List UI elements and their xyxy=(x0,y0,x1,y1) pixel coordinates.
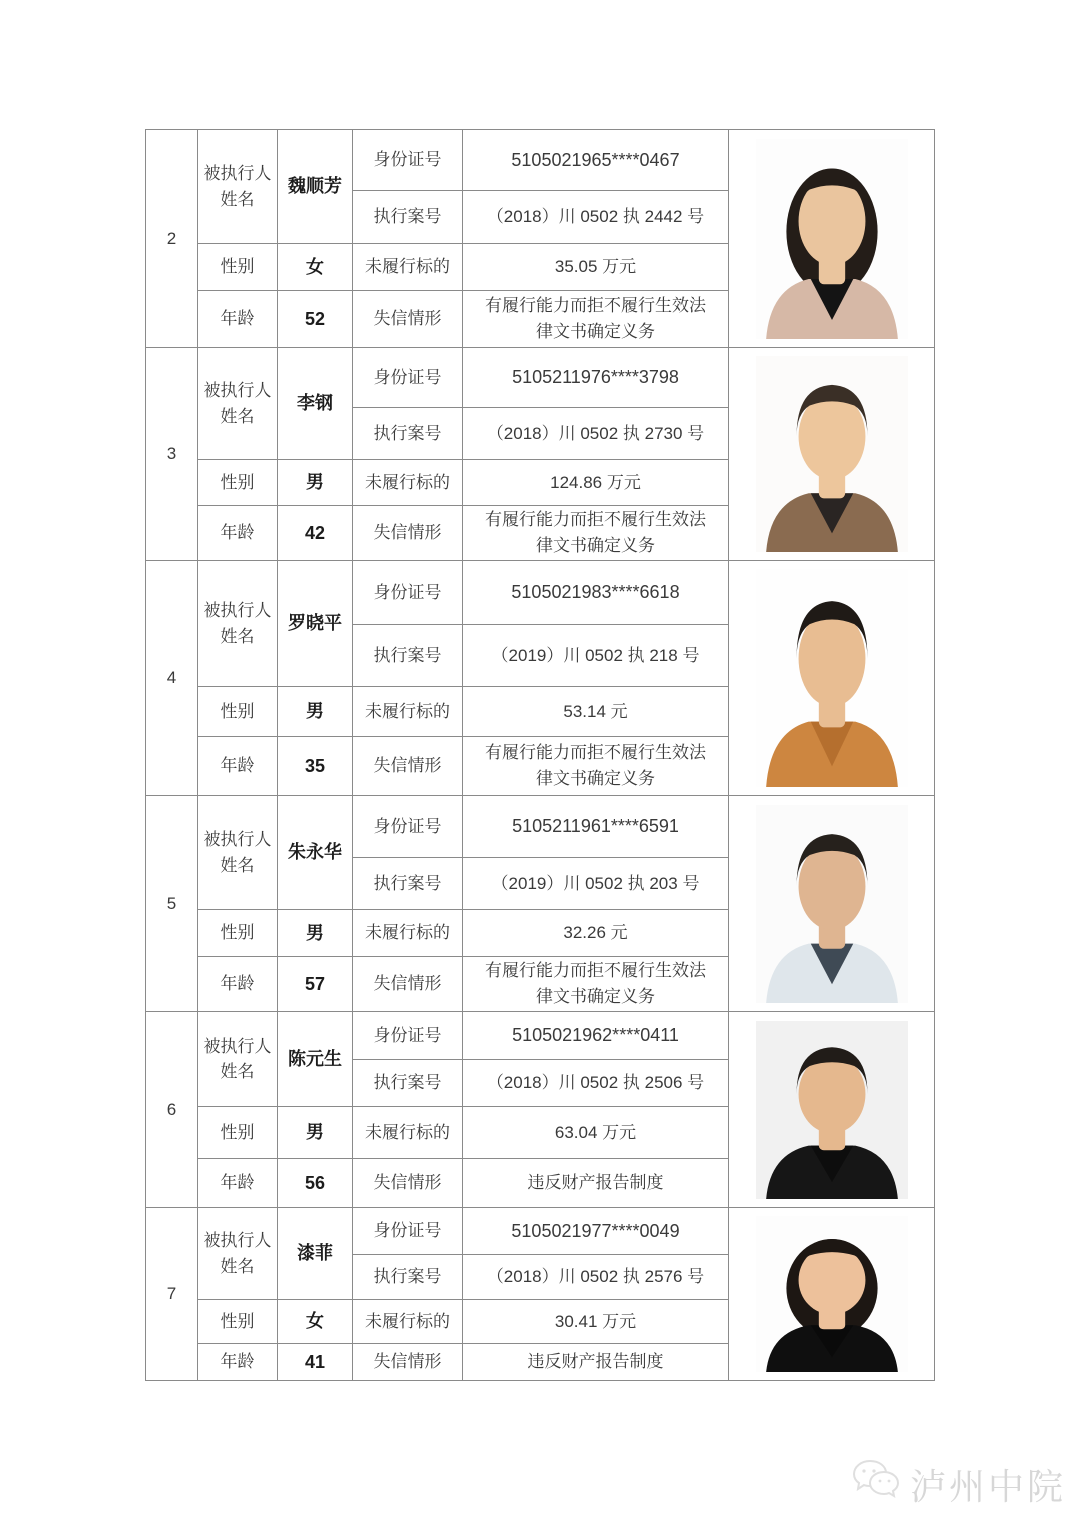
row-number: 4 xyxy=(146,561,198,795)
circumstance-value: 有履行能力而拒不履行生效法律文书确定义务 xyxy=(463,737,729,795)
gender-value: 女 xyxy=(278,1300,353,1344)
age-label: 年龄 xyxy=(198,957,278,1011)
name-label: 被执行人姓名 xyxy=(198,1012,278,1107)
amount-value: 30.41 万元 xyxy=(463,1300,729,1344)
id-label: 身份证号 xyxy=(353,1012,463,1060)
case-label: 执行案号 xyxy=(353,1060,463,1107)
gender-label: 性别 xyxy=(198,1300,278,1344)
circumstance-label: 失信情形 xyxy=(353,737,463,795)
amount-value: 32.26 元 xyxy=(463,910,729,957)
table-row xyxy=(146,561,934,796)
table-row xyxy=(146,796,934,1012)
gender-value: 男 xyxy=(278,687,353,737)
age-label: 年龄 xyxy=(198,1344,278,1380)
watermark xyxy=(850,1458,1066,1511)
id-number: 5105211961****6591 xyxy=(463,796,729,858)
row-number: 5 xyxy=(146,796,198,1011)
case-number: （2019）川 0502 执 203 号 xyxy=(463,858,729,910)
debtor-name: 漆菲 xyxy=(278,1208,353,1300)
age-label: 年龄 xyxy=(198,291,278,347)
table-row xyxy=(146,1012,934,1208)
gender-value: 女 xyxy=(278,244,353,291)
amount-label: 未履行标的 xyxy=(353,687,463,737)
id-label: 身份证号 xyxy=(353,561,463,625)
case-label: 执行案号 xyxy=(353,191,463,244)
debtor-name: 陈元生 xyxy=(278,1012,353,1107)
case-label: 执行案号 xyxy=(353,408,463,460)
age-label: 年龄 xyxy=(198,737,278,795)
debtors-table xyxy=(145,129,935,1381)
age-value: 52 xyxy=(278,291,353,347)
id-label: 身份证号 xyxy=(353,1208,463,1255)
circumstance-value: 违反财产报告制度 xyxy=(463,1344,729,1380)
amount-label: 未履行标的 xyxy=(353,910,463,957)
gender-label: 性别 xyxy=(198,460,278,506)
portrait-photo xyxy=(729,348,934,560)
debtor-name: 罗晓平 xyxy=(278,561,353,687)
id-label: 身份证号 xyxy=(353,130,463,191)
age-value: 56 xyxy=(278,1159,353,1207)
amount-label: 未履行标的 xyxy=(353,460,463,506)
gender-label: 性别 xyxy=(198,244,278,291)
id-number: 5105211976****3798 xyxy=(463,348,729,408)
row-number: 2 xyxy=(146,130,198,347)
age-value: 42 xyxy=(278,506,353,560)
row-number: 3 xyxy=(146,348,198,560)
case-number: （2018）川 0502 执 2576 号 xyxy=(463,1255,729,1300)
id-number: 5105021965****0467 xyxy=(463,130,729,191)
gender-label: 性别 xyxy=(198,910,278,957)
gender-label: 性别 xyxy=(198,1107,278,1159)
name-label: 被执行人姓名 xyxy=(198,796,278,910)
id-number: 5105021977****0049 xyxy=(463,1208,729,1255)
gender-label: 性别 xyxy=(198,687,278,737)
name-label: 被执行人姓名 xyxy=(198,1208,278,1300)
name-label: 被执行人姓名 xyxy=(198,348,278,460)
id-label: 身份证号 xyxy=(353,348,463,408)
portrait-photo xyxy=(729,130,934,347)
gender-value: 男 xyxy=(278,460,353,506)
watermark-text: 泸州中院 xyxy=(909,1466,1066,1507)
table-row xyxy=(146,348,934,561)
debtor-name: 李钢 xyxy=(278,348,353,460)
circumstance-value: 有履行能力而拒不履行生效法律文书确定义务 xyxy=(463,957,729,1011)
row-number: 6 xyxy=(146,1012,198,1207)
circumstance-label: 失信情形 xyxy=(353,1159,463,1207)
case-label: 执行案号 xyxy=(353,1255,463,1300)
case-label: 执行案号 xyxy=(353,858,463,910)
amount-value: 35.05 万元 xyxy=(463,244,729,291)
gender-value: 男 xyxy=(278,910,353,957)
amount-label: 未履行标的 xyxy=(353,1300,463,1344)
case-number: （2019）川 0502 执 218 号 xyxy=(463,625,729,687)
portrait-photo xyxy=(729,561,934,795)
age-value: 57 xyxy=(278,957,353,1011)
amount-value: 53.14 元 xyxy=(463,687,729,737)
age-label: 年龄 xyxy=(198,506,278,560)
portrait-photo xyxy=(729,1208,934,1380)
case-label: 执行案号 xyxy=(353,625,463,687)
debtor-name: 魏顺芳 xyxy=(278,130,353,244)
name-label: 被执行人姓名 xyxy=(198,561,278,687)
portrait-photo xyxy=(729,1012,934,1207)
portrait-photo xyxy=(729,796,934,1011)
id-number: 5105021983****6618 xyxy=(463,561,729,625)
circumstance-label: 失信情形 xyxy=(353,291,463,347)
amount-value: 124.86 万元 xyxy=(463,460,729,506)
amount-value: 63.04 万元 xyxy=(463,1107,729,1159)
name-label: 被执行人姓名 xyxy=(198,130,278,244)
age-value: 35 xyxy=(278,737,353,795)
id-label: 身份证号 xyxy=(353,796,463,858)
age-value: 41 xyxy=(278,1344,353,1380)
table-row xyxy=(146,1208,934,1380)
id-number: 5105021962****0411 xyxy=(463,1012,729,1060)
amount-label: 未履行标的 xyxy=(353,1107,463,1159)
gender-value: 男 xyxy=(278,1107,353,1159)
circumstance-value: 有履行能力而拒不履行生效法律文书确定义务 xyxy=(463,506,729,560)
circumstance-label: 失信情形 xyxy=(353,957,463,1011)
table-row xyxy=(146,130,934,348)
case-number: （2018）川 0502 执 2442 号 xyxy=(463,191,729,244)
chat-bubbles-icon xyxy=(850,1458,902,1511)
debtor-name: 朱永华 xyxy=(278,796,353,910)
age-label: 年龄 xyxy=(198,1159,278,1207)
circumstance-label: 失信情形 xyxy=(353,1344,463,1380)
circumstance-value: 违反财产报告制度 xyxy=(463,1159,729,1207)
circumstance-label: 失信情形 xyxy=(353,506,463,560)
row-number: 7 xyxy=(146,1208,198,1380)
circumstance-value: 有履行能力而拒不履行生效法律文书确定义务 xyxy=(463,291,729,347)
case-number: （2018）川 0502 执 2730 号 xyxy=(463,408,729,460)
case-number: （2018）川 0502 执 2506 号 xyxy=(463,1060,729,1107)
amount-label: 未履行标的 xyxy=(353,244,463,291)
